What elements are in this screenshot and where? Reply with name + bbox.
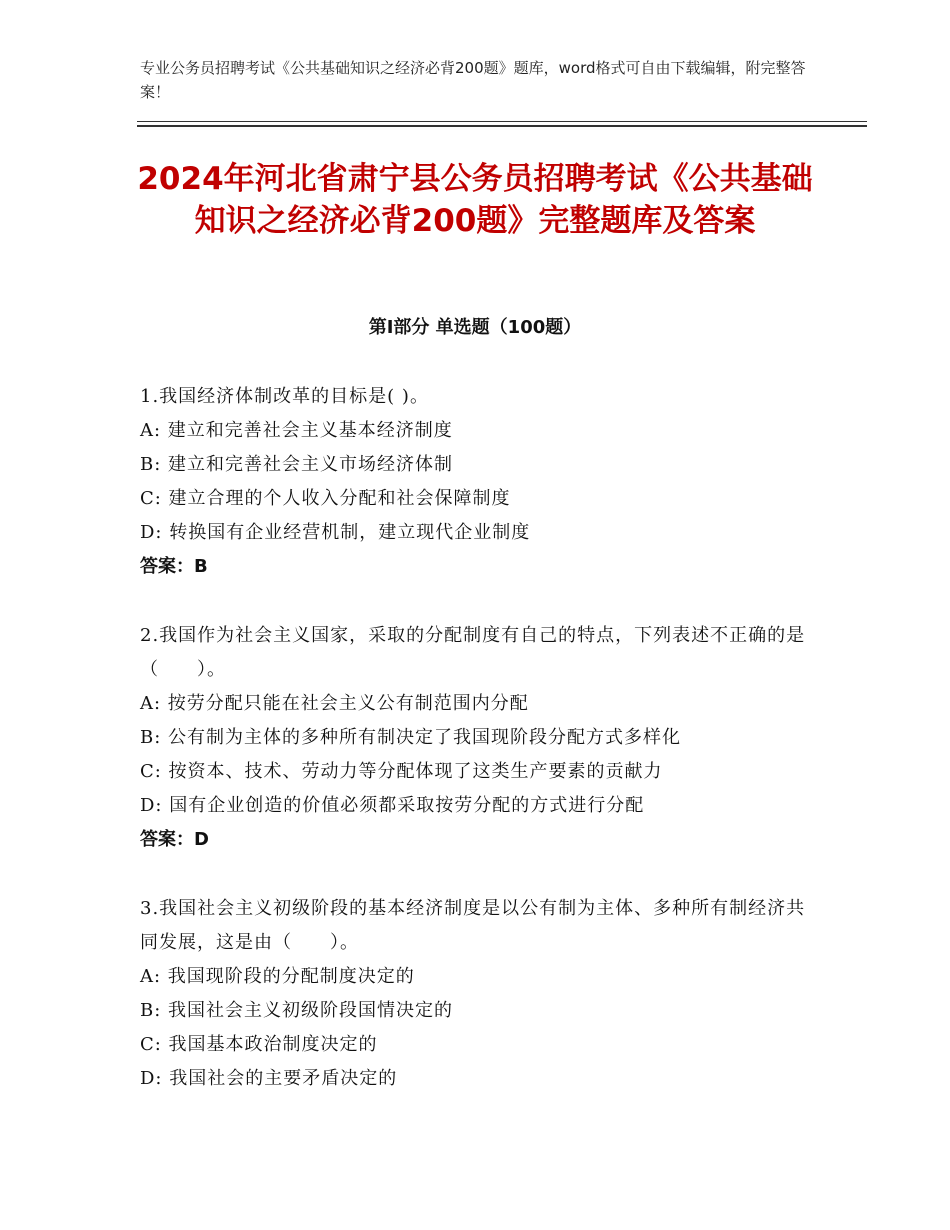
- option-c: C: 按资本、技术、劳动力等分配体现了这类生产要素的贡献力: [140, 761, 663, 782]
- question-stem: 3.我国社会主义初级阶段的基本经济制度是以公有制为主体、多种所有制经济共同发展，这是由（ ）。: [140, 898, 806, 953]
- option-d: D: 转换国有企业经营机制，建立现代企业制度: [140, 522, 531, 543]
- option-b: B: 我国社会主义初级阶段国情决定的: [140, 1000, 454, 1021]
- question-3: [140, 892, 810, 1096]
- option-a: A: 建立和完善社会主义基本经济制度: [140, 420, 453, 441]
- question-stem: 1.我国经济体制改革的目标是( )。: [140, 386, 429, 407]
- question-1: [140, 380, 810, 584]
- question-2: [140, 619, 810, 857]
- answer-label: 答案：D: [140, 829, 209, 850]
- option-a: A: 按劳分配只能在社会主义公有制范围内分配: [140, 693, 529, 714]
- header-divider: [137, 121, 867, 127]
- option-d: D: 国有企业创造的价值必须都采取按劳分配的方式进行分配: [140, 795, 645, 816]
- question-list: [140, 380, 810, 1131]
- option-c: C: 我国基本政治制度决定的: [140, 1034, 378, 1055]
- answer-label: 答案：B: [140, 556, 208, 577]
- document-title: 2024年河北省肃宁县公务员招聘考试《公共基础知识之经济必背200题》完整题库及答案: [137, 161, 813, 239]
- option-b: B: 公有制为主体的多种所有制决定了我国现阶段分配方式多样化: [140, 727, 682, 748]
- question-stem: 2.我国作为社会主义国家，采取的分配制度有自己的特点，下列表述不正确的是（ ）。: [140, 625, 806, 680]
- option-c: C: 建立合理的个人收入分配和社会保障制度: [140, 488, 511, 509]
- section-heading: 第Ⅰ部分 单选题（100题）: [368, 317, 582, 338]
- header-note: 专业公务员招聘考试《公共基础知识之经济必背200题》题库，word格式可自由下载编辑，附完整答案！: [140, 59, 806, 101]
- option-d: D: 我国社会的主要矛盾决定的: [140, 1068, 398, 1089]
- option-a: A: 我国现阶段的分配制度决定的: [140, 966, 415, 987]
- option-b: B: 建立和完善社会主义市场经济体制: [140, 454, 454, 475]
